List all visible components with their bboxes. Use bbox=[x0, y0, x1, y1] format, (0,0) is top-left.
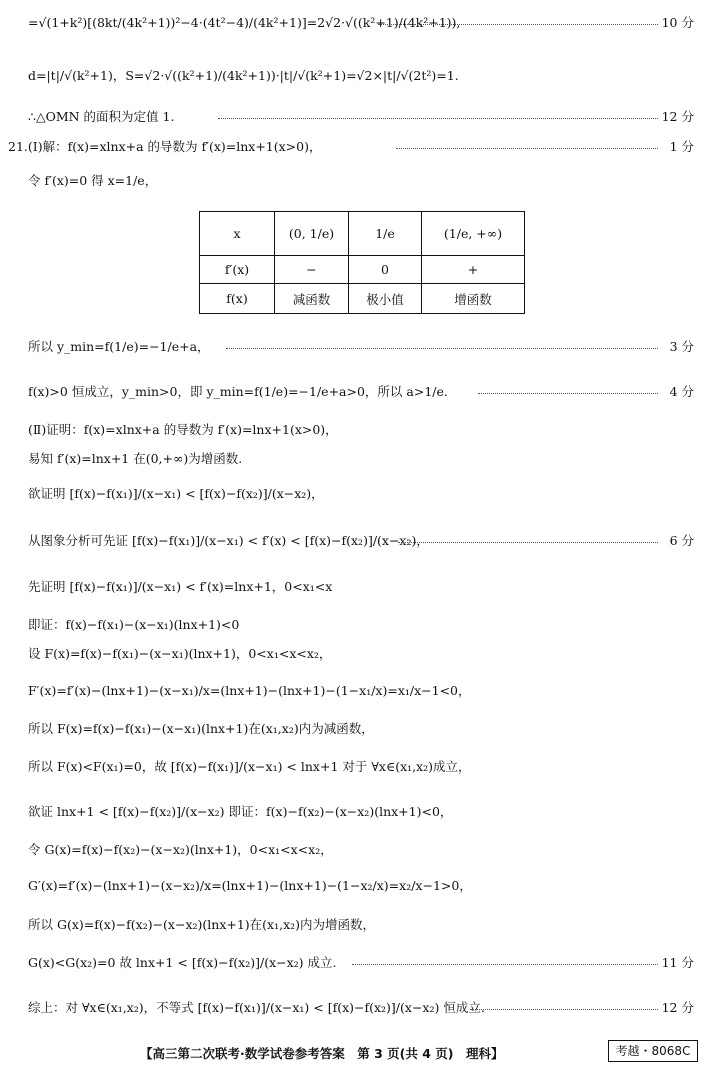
score-label: 12 分 bbox=[661, 109, 694, 124]
line-text: 所以 y_min=f(1/e)=−1/e+a， bbox=[28, 339, 210, 354]
line-text: (Ⅱ)证明：f(x)=xlnx+a 的导数为 f′(x)=lnx+1(x>0)， bbox=[28, 422, 338, 437]
table-cell: + bbox=[422, 256, 525, 284]
line-text: 设 F(x)=f(x)−f(x₁)−(x−x₁)(lnx+1)，0<x₁<x<x₂， bbox=[28, 646, 332, 661]
table-header-cell: 1/e bbox=[349, 212, 422, 256]
table-cell: 0 bbox=[349, 256, 422, 284]
line-text: 即证：f(x)−f(x₁)−(x−x₁)(lnx+1)<0 bbox=[28, 617, 240, 632]
score-label: 4 分 bbox=[669, 384, 694, 399]
line-text: =√(1+k²)[(8kt/(4k²+1))²−4·(4t²−4)/(4k²+1)]=2√2·√((k²+1)/(4k²+1)), bbox=[28, 15, 461, 30]
line-text: 欲证 lnx+1 < [f(x)−f(x₂)]/(x−x₂) 即证：f(x)−f(x₂)−(x−x₂)(lnx+1)<0， bbox=[28, 804, 453, 819]
leader-dots bbox=[378, 14, 658, 25]
score-label: 3 分 bbox=[669, 339, 694, 354]
leader-dots bbox=[478, 383, 658, 394]
table-cell: f(x) bbox=[200, 284, 275, 314]
exam-code-box: 考越・8068C bbox=[608, 1040, 698, 1062]
table-cell: 增函数 bbox=[422, 284, 525, 314]
leader-dots bbox=[398, 532, 658, 543]
line-text: f(x)>0 恒成立，y_min>0，即 y_min=f(1/e)=−1/e+a>0，所以 a>1/e. bbox=[28, 384, 448, 399]
table-header-cell: x bbox=[200, 212, 275, 256]
line-text: 从图象分析可先证 [f(x)−f(x₁)]/(x−x₁) < f′(x) < [f(x)−f(x₂)]/(x−x₂)， bbox=[28, 533, 429, 548]
line-text: 所以 F(x)<F(x₁)=0，故 [f(x)−f(x₁)]/(x−x₁) < lnx+1 对于 ∀x∈(x₁,x₂)成立， bbox=[28, 759, 471, 774]
leader-dots bbox=[226, 338, 658, 349]
table-cell: − bbox=[275, 256, 349, 284]
leader-dots bbox=[396, 138, 658, 149]
leader-dots bbox=[470, 999, 658, 1010]
line-text: 综上：对 ∀x∈(x₁,x₂)，不等式 [f(x)−f(x₁)]/(x−x₁) < [f(x)−f(x₂)]/(x−x₂) 恒成立. bbox=[28, 1000, 485, 1015]
line-text: 令 G(x)=f(x)−f(x₂)−(x−x₂)(lnx+1)，0<x₁<x<x₂， bbox=[28, 842, 333, 857]
table-cell: f′(x) bbox=[200, 256, 275, 284]
table-cell: 减函数 bbox=[275, 284, 349, 314]
monotonicity-table bbox=[199, 211, 525, 314]
line-text: 所以 F(x)=f(x)−f(x₁)−(x−x₁)(lnx+1)在(x₁,x₂)内为减函数， bbox=[28, 721, 374, 736]
table-cell: 极小值 bbox=[349, 284, 422, 314]
table-header-cell: (0, 1/e) bbox=[275, 212, 349, 256]
line-text: G′(x)=f′(x)−(lnx+1)−(x−x₂)/x=(lnx+1)−(lnx+1)−(1−x₂/x)=x₂/x−1>0， bbox=[28, 878, 472, 893]
table-header-cell: (1/e, +∞) bbox=[422, 212, 525, 256]
line-text: 先证明 [f(x)−f(x₁)]/(x−x₁) < f′(x)=lnx+1，0<x₁<x bbox=[28, 579, 333, 594]
line-text: G(x)<G(x₂)=0 故 lnx+1 < [f(x)−f(x₂)]/(x−x₂) 成立. bbox=[28, 955, 337, 970]
score-label: 12 分 bbox=[661, 1000, 694, 1015]
line-text: 21.(Ⅰ)解：f(x)=xlnx+a 的导数为 f′(x)=lnx+1(x>0)， bbox=[8, 139, 322, 154]
leader-dots bbox=[218, 108, 658, 119]
score-label: 6 分 bbox=[669, 533, 694, 548]
page-footer: 【高三第二次联考·数学试卷参考答案 第 3 页(共 4 页) 理科】 bbox=[140, 1046, 504, 1061]
line-text: 易知 f′(x)=lnx+1 在(0,+∞)为增函数. bbox=[28, 451, 243, 466]
score-label: 10 分 bbox=[661, 15, 694, 30]
line-text: 欲证明 [f(x)−f(x₁)]/(x−x₁) < [f(x)−f(x₂)]/(x−x₂)， bbox=[28, 486, 324, 501]
line-text: 所以 G(x)=f(x)−f(x₂)−(x−x₂)(lnx+1)在(x₁,x₂)内为增函数， bbox=[28, 917, 376, 932]
line-text: 令 f′(x)=0 得 x=1/e， bbox=[28, 173, 158, 188]
score-label: 1 分 bbox=[669, 139, 694, 154]
score-label: 11 分 bbox=[661, 955, 694, 970]
line-text: d=|t|/√(k²+1)，S=√2·√((k²+1)/(4k²+1))·|t|/√(k²+1)=√2×|t|/√(2t²)=1. bbox=[28, 68, 459, 83]
line-text: F′(x)=f′(x)−(lnx+1)−(x−x₁)/x=(lnx+1)−(lnx+1)−(1−x₁/x)=x₁/x−1<0， bbox=[28, 683, 471, 698]
line-text: ∴△OMN 的面积为定值 1. bbox=[28, 109, 175, 124]
leader-dots bbox=[352, 954, 658, 965]
